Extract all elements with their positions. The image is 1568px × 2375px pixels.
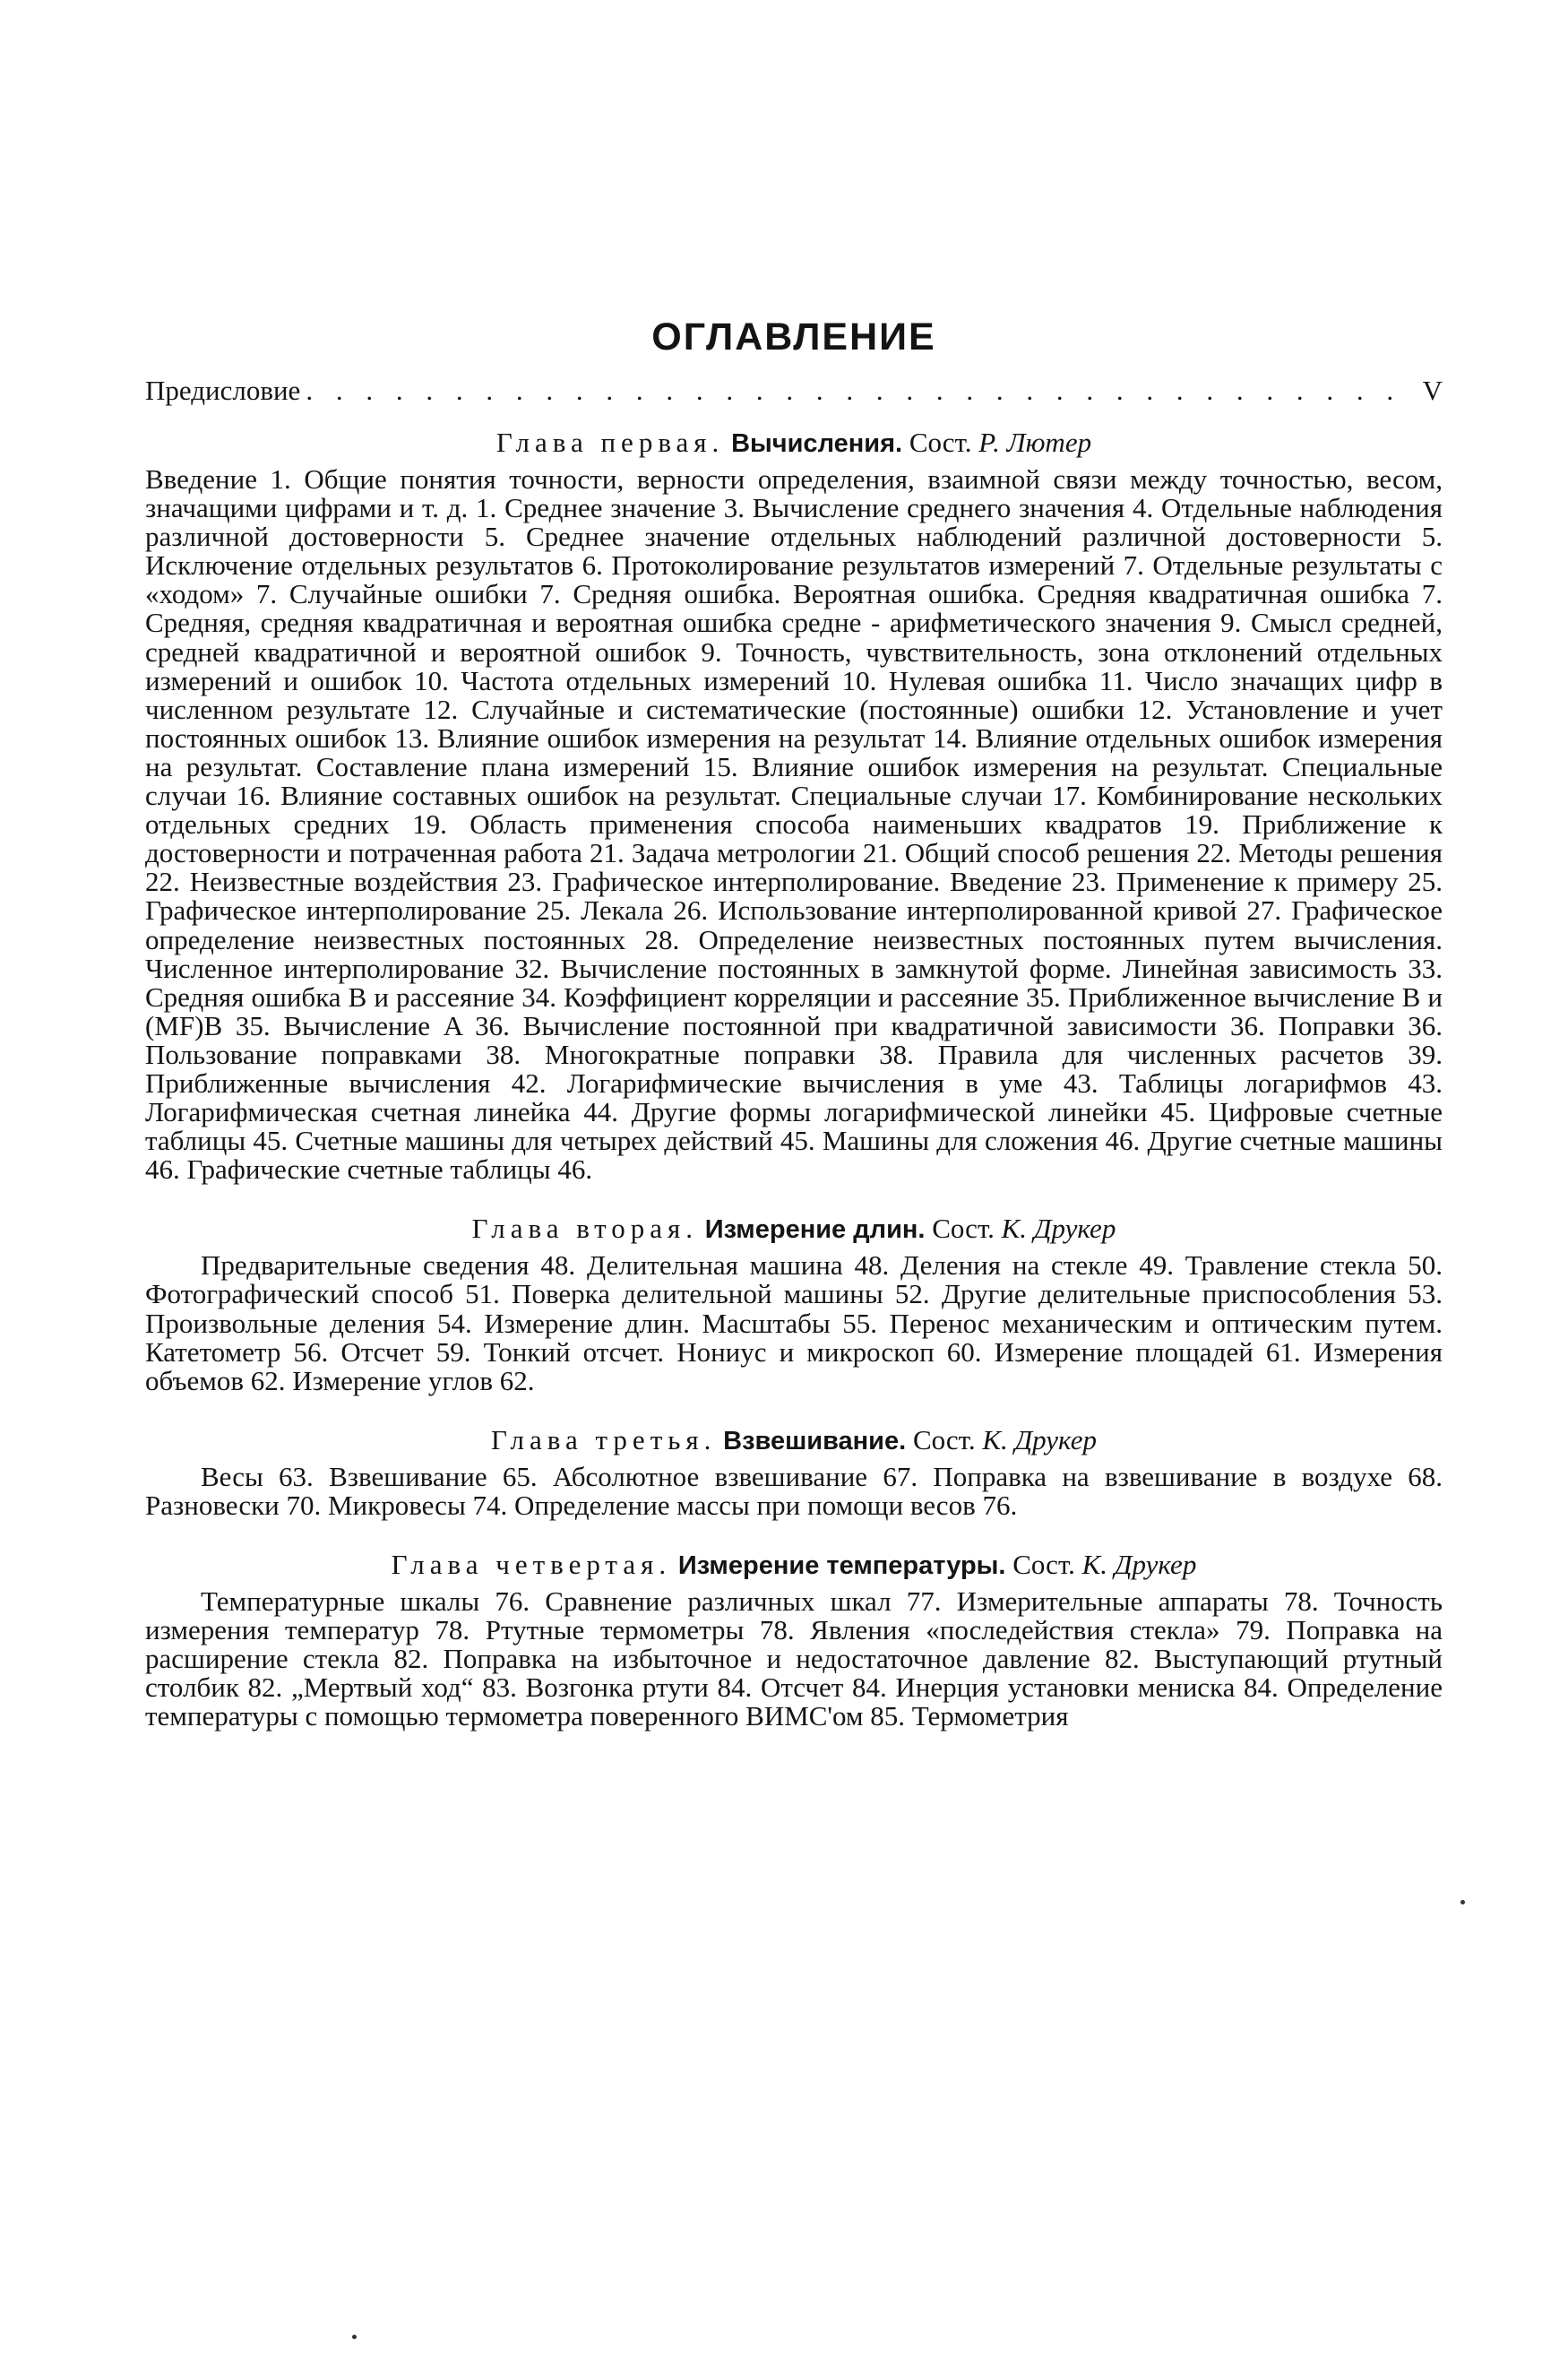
chapter-1-contents: Введение 1. Общие понятия точности, верности определения, взаимной связи между точностью, весом, значащими цифрами и т. д. 1. Среднее значение 3. Вычисление среднего значения 4. Отдельные наблюдения различной достоверности 5. Среднее значение отдельных наблюдений различной достоверности 5. Исключение отдельных результатов 6. Протоколирование результатов измерений 7. Отдельные результаты с «ходом» 7. Случайные ошибки 7. Средняя ошибка. Вероятная ошибка. Средняя квадратичная ошибка 7. Средняя, средняя квадратичная и вероятная ошибка средне - арифметического значения 9. Смысл средней, средней квадратичной и вероятной ошибок 9. Точность, чувствительность, зона отклонений отдельных измерений и ошибок 10. Частота отдельных измерений 10. Нулевая ошибка 11. Число значащих цифр в численном результате 12. Случайные и систематические (постоянные) ошибки 12. Установление и учет постоянных ошибок 13. Влияние ошибок измерения на результат 14. Влияние отдельных ошибок измерения на результат. Составление плана измерений 15. Влияние ошибок измерения на результат. Специальные случаи 16. Влияние составных ошибок на результат. Специальные случаи 17. Комбинирование нескольких отдельных средних 19. Область применения способа наименьших квадратов 19. Приближение к достоверности и потраченная работа 21. Задача метрологии 21. Общий способ решения 22. Методы решения 22. Неизвестные воздействия 23. Графическое интерполирование. Введение 23. Применение к примеру 25. Графическое интерполирование 25. Лекала 26. Использование интерполированной кривой 27. Графическое определение неизвестных постоянных 28. Определение неизвестных постоянных путем вычисления. Численное интерполирование 32. Вычисление постоянных в замкнутой форме. Линейная зависимость 33. Средняя ошибка B и рассеяние 34. Коэффициент корреляции и рассеяние 35. Приближенное вычисление B и (MF)B 35. Вычисление A 36. Вычисление постоянной при квадратичной зависимости 36. Поправки 36. Пользование поправками 38. Многократные поправки 38. Правила для численных расчетов 39. Приближенные вычисления 42. Логарифмические вычисления в уме 43. Таблицы логарифмов 43. Логарифмическая счетная линейка 44. Другие формы логарифмической линейки 45. Цифровые счетные таблицы 45. Счетные машины для четырех действий 45. Машины для сложения 46. Другие счетные машины 46. Графические счетные таблицы 46. xyxy=(145,463,1443,1186)
chapter-2-contents: Предварительные сведения 48. Делительная машина 48. Деления на стекле 49. Травление стекла 50. Фотографический способ 51. Поверка делительной машины 52. Другие делительные приспособления 53. Произвольные деления 54. Измерение длин. Масштабы 55. Перенос механическим и оптическим путем. Катетометр 56. Отсчет 59. Тонкий отсчет. Нониус и микроскоп 60. Измерение площадей 61. Измерения объемов 62. Измерение углов 62. xyxy=(145,1249,1443,1396)
preface-label: Предисловие xyxy=(145,375,301,406)
chapter-4-contents: Температурные шкалы 76. Сравнение различных шкал 77. Измерительные аппараты 78. Точность измерения температур 78. Ртутные термометры 78. Явления «последействия стекла» 79. Поправка на расширение стекла 82. Поправка на избыточное и недостаточное давление 82. Выступающий ртутный столбик 82. „Мертвый ход“ 83. Возгонка ртути 84. Отсчет 84. Инерция установки мениска 84. Определение температуры с помощью термометра поверенного ВИМС'ом 85. Термометрия xyxy=(145,1585,1443,1732)
chapter-3-contents: Весы 63. Взвешивание 65. Абсолютное взвешивание 67. Поправка на взвешивание в воздухе 68. Разновески 70. Микровесы 74. Определение массы при помощи весов 76. xyxy=(145,1460,1443,1521)
chapter-4-label: Глава четвертая. xyxy=(391,1549,672,1580)
print-speck xyxy=(1460,1900,1465,1904)
chapter-4-name: Измерение температуры. xyxy=(677,1551,1006,1580)
chapter-2-sost: Сост. xyxy=(932,1213,995,1245)
chapter-2-label: Глава вторая. xyxy=(471,1213,698,1245)
chapter-3-label: Глава третья. xyxy=(490,1423,717,1455)
preface-page: V xyxy=(1422,375,1443,406)
preface-entry xyxy=(145,373,1443,409)
chapter-3-author: К. Друкер xyxy=(982,1423,1098,1455)
chapter-1-author: Р. Лютер xyxy=(978,427,1092,458)
chapter-3-name: Взвешивание. xyxy=(723,1426,907,1455)
leader-dots xyxy=(306,373,1417,409)
chapter-2-author: К. Друкер xyxy=(1001,1213,1116,1245)
chapter-1-label: Глава первая. xyxy=(495,427,725,458)
print-speck xyxy=(352,2335,357,2339)
chapter-4-author: К. Друкер xyxy=(1081,1549,1197,1580)
chapter-1-heading xyxy=(145,425,1443,462)
chapter-4-sost: Сост. xyxy=(1012,1549,1075,1580)
chapter-4-heading xyxy=(145,1547,1443,1584)
chapter-1-name: Вычисления. xyxy=(731,429,903,458)
table-of-contents-page xyxy=(145,314,1443,1758)
chapter-2-heading xyxy=(145,1211,1443,1248)
chapter-3-heading xyxy=(145,1422,1443,1459)
chapter-1-sost: Сост. xyxy=(909,427,972,458)
chapter-3-sost: Сост. xyxy=(912,1423,976,1455)
chapter-2-name: Измерение длин. xyxy=(704,1215,926,1245)
page-title: ОГЛАВЛЕНИЕ xyxy=(651,315,936,358)
